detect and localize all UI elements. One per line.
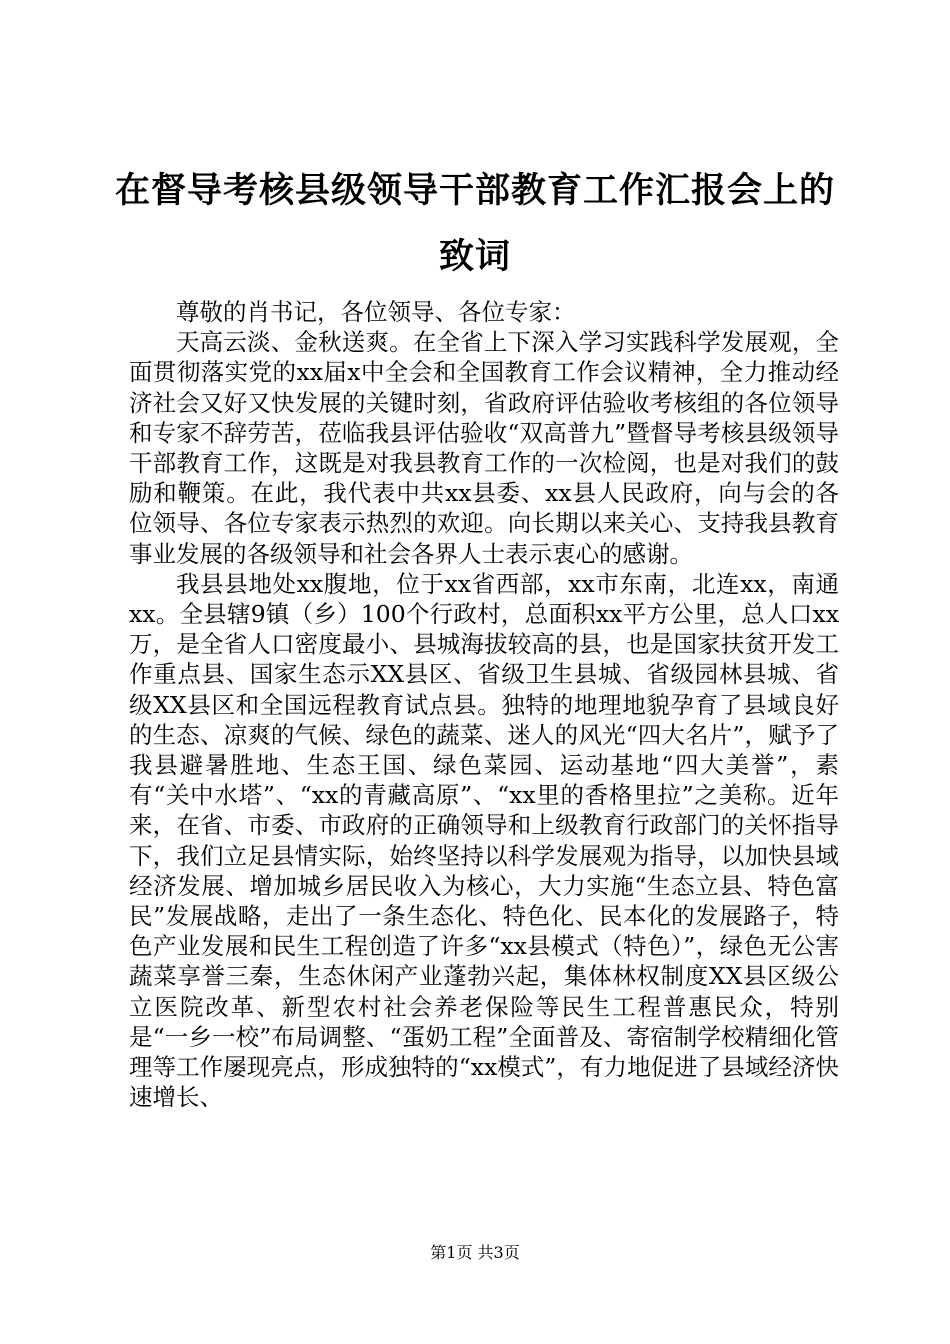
document-body — [129, 297, 839, 1112]
paragraph-county-overview: 我县县地处xx腹地，位于xx省西部，xx市东南，北连xx，南通xx。全县辖9镇（乡）100个行政村，总面积xx平方公里，总人口xx万，是全省人口密度最小、县城海拔较高的县，也是国家扶贫开发工作重点县、国家生态示XX县区、省级卫生县城、省级园林县城、省级XX县区和全国远程教育试点县。独特的地理地貌孕育了县域良好的生态、凉爽的气候、绿色的蔬菜、迷人的风光“四大名片”，赋予了我县避暑胜地、生态王国、绿色菜园、运动基地“四大美誉”，素有“关中水塔”、“xx的青藏高原”、“xx里的香格里拉”之美称。近年来，在省、市委、市政府的正确领导和上级教育行政部门的关怀指导下，我们立足县情实际，始终坚持以科学发展观为指导，以加快县域经济发展、增加城乡居民收入为核心，大力实施“生态立县、特色富民”发展战略，走出了一条生态化、特色化、民本化的发展路子，特色产业发展和民生工程创造了许多“xx县模式（特色）”，绿色无公害蔬菜享誉三秦，生态休闲产业蓬勃兴起，集体林权制度XX县区级公立医院改革、新型农村社会养老保险等民生工程普惠民众，特别是“一乡一校”布局调整、“蛋奶工程”全面普及、寄宿制学校精细化管理等工作屡现亮点，形成独特的“xx模式”，有力地促进了县域经济快速增长、 — [129, 569, 839, 1112]
page-number: 第1页 共3页 — [430, 1243, 520, 1262]
document-title: 在督导考核县级领导干部教育工作汇报会上的致词 — [114, 171, 835, 277]
paragraph-welcome: 天高云淡、金秋送爽。在全省上下深入学习实践科学发展观，全面贯彻落实党的xx届x中全会和全国教育工作会议精神，全力推动经济社会又好又快发展的关键时刻，省政府评估验收考核组的各位领导和专家不辞劳苦，莅临我县评估验收“双高普九”暨督导考核县级领导干部教育工作，这既是对我县教育工作的一次检阅，也是对我们的鼓励和鞭策。在此，我代表中共xx县委、xx县人民政府，向与会的各位领导、各位专家表示热烈的欢迎。向长期以来关心、支持我县教育事业发展的各级领导和社会各界人士表示衷心的感谢。 — [129, 328, 839, 568]
paragraph-salutation: 尊敬的肖书记，各位领导、各位专家： — [176, 298, 576, 326]
